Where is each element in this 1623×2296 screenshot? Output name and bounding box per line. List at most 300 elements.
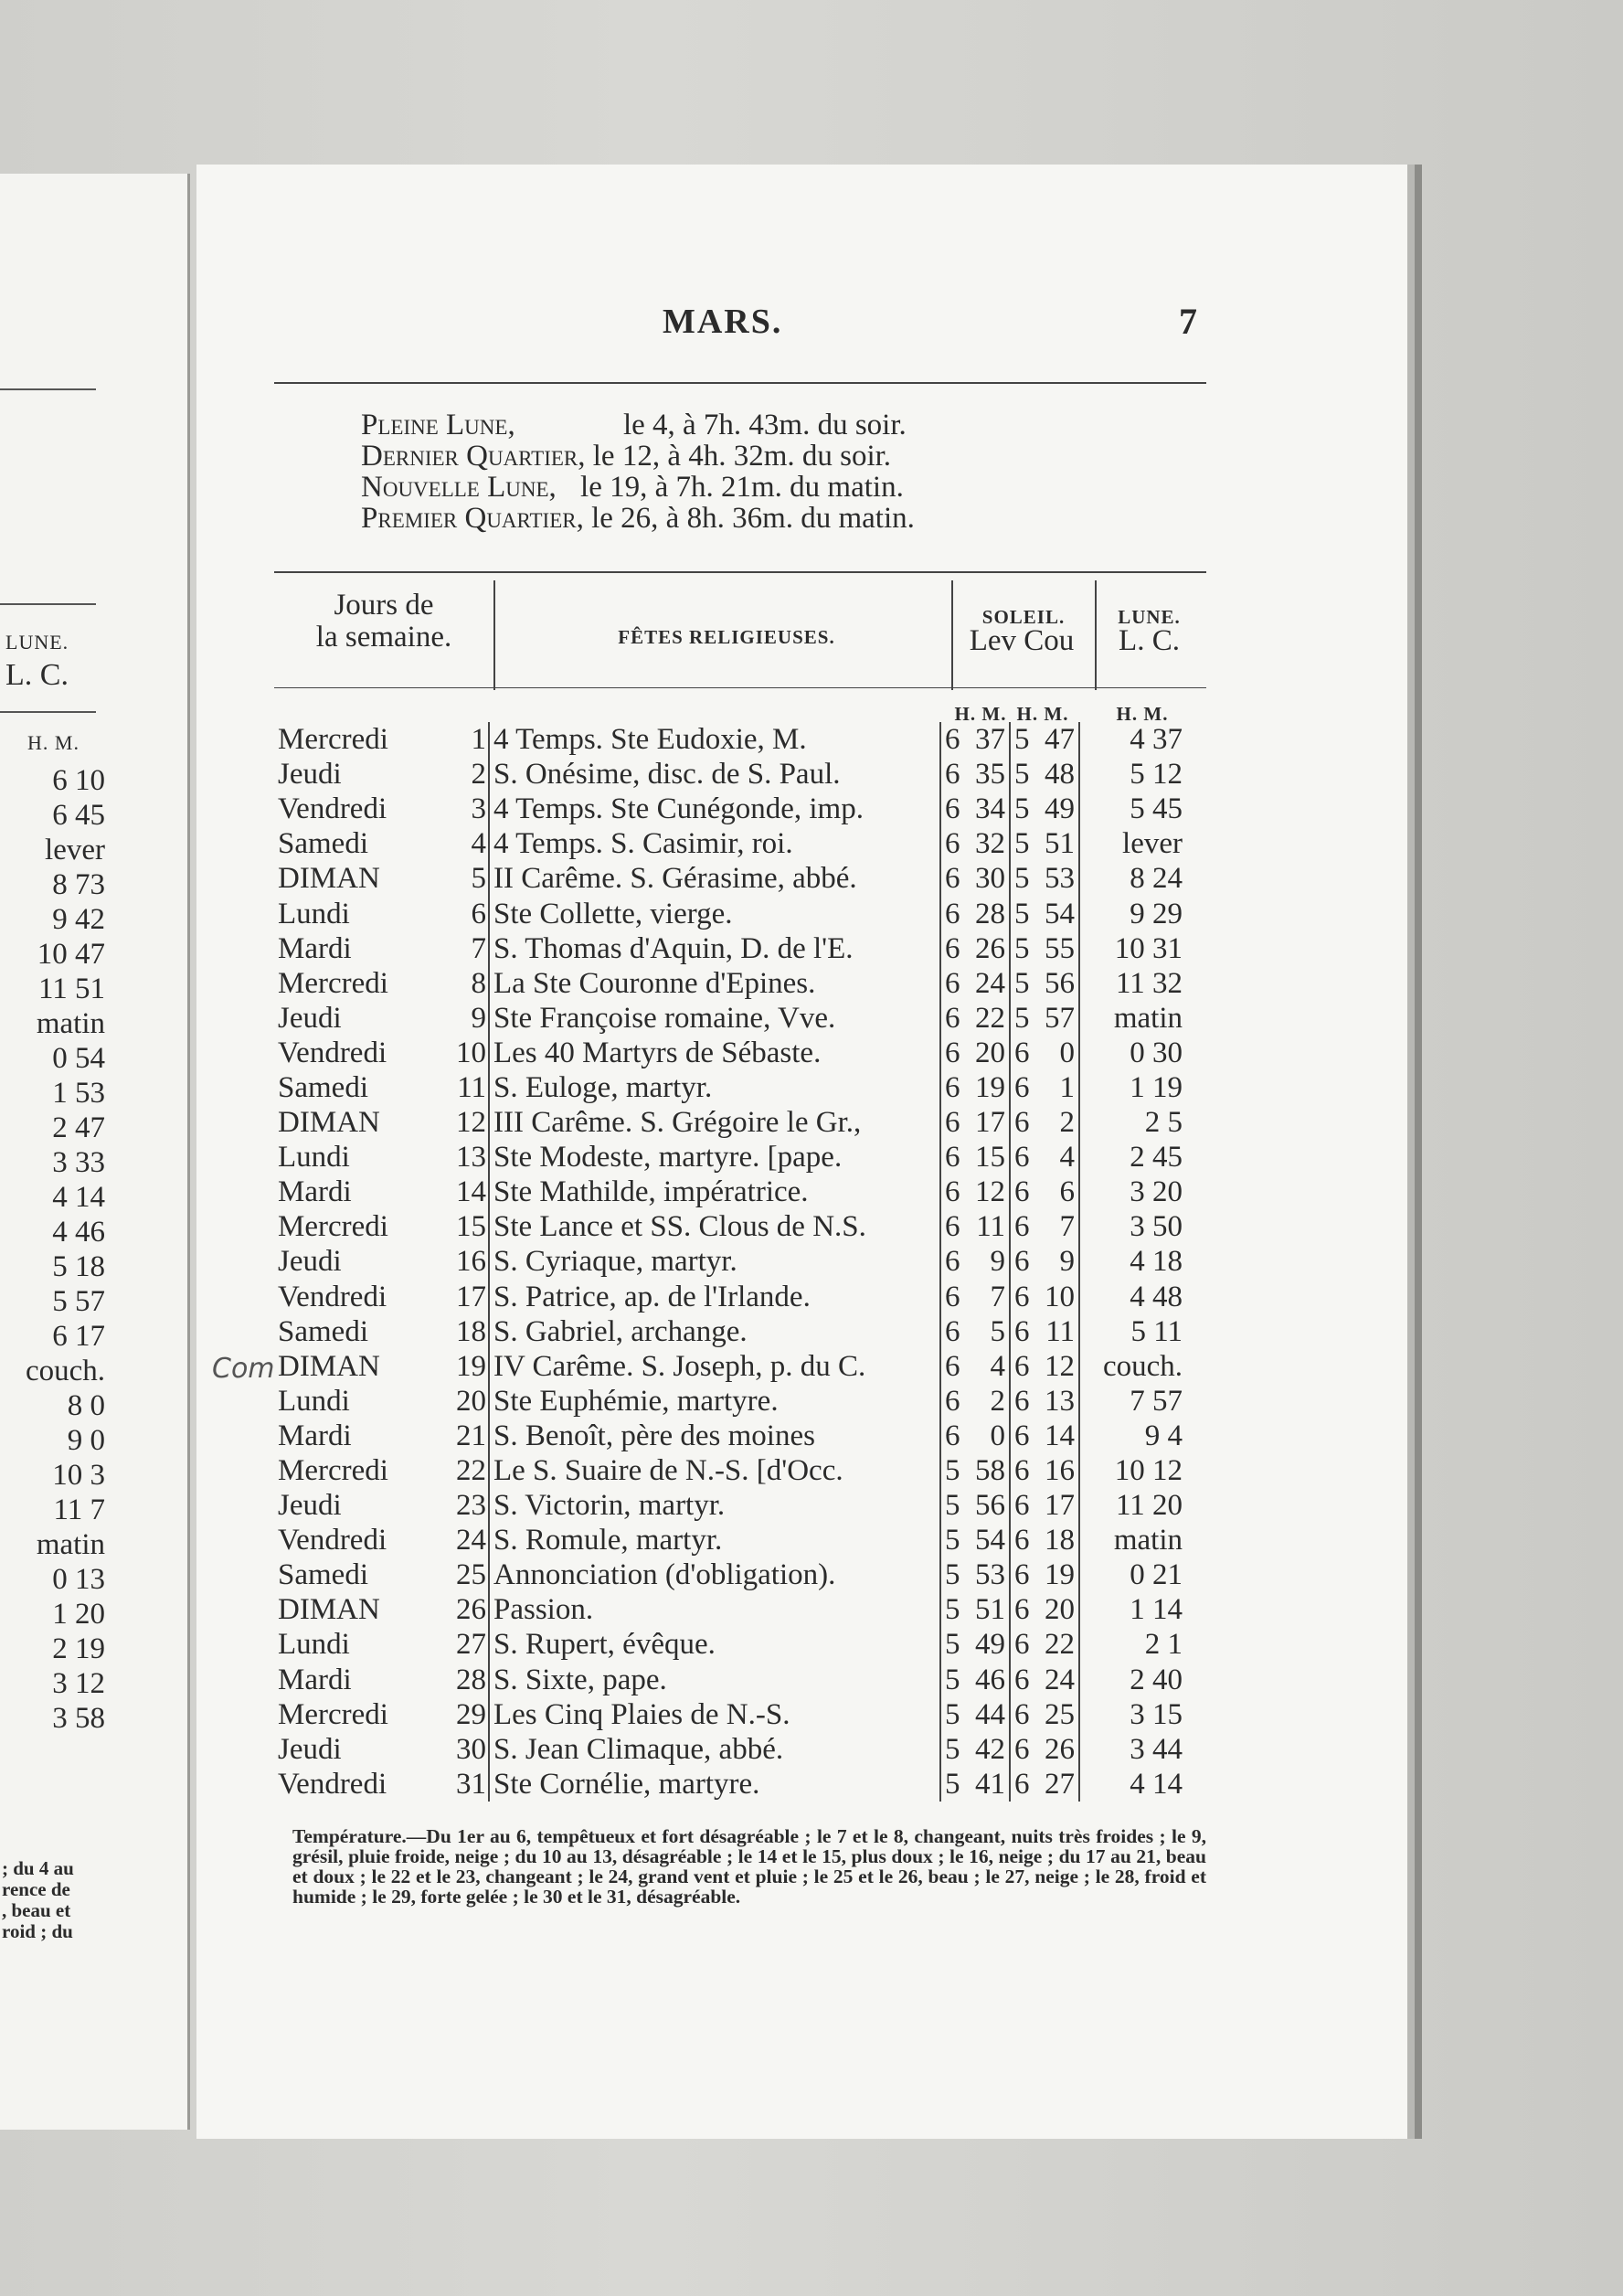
- sunset-minute: 26: [1045, 1732, 1075, 1766]
- sunrise-minute: 44: [975, 1697, 1005, 1731]
- calendar-row: [274, 1627, 1184, 1662]
- day-name: Jeudi: [278, 1489, 342, 1523]
- sunrise-hour: 5: [940, 1663, 969, 1697]
- moon-time: 4 14: [1079, 1767, 1184, 1802]
- moon-time: 9 4: [1079, 1419, 1184, 1453]
- sunset-hour: 6: [1010, 1175, 1038, 1209]
- moon-time: matin: [1079, 1523, 1184, 1557]
- calendar-row: [274, 1001, 1184, 1036]
- feast-name: S. Benoît, père des moines: [489, 1419, 940, 1453]
- sunset-hour: 6: [1010, 1036, 1038, 1070]
- moon-time: 11 51: [37, 973, 105, 1005]
- day-name: Mardi: [278, 1175, 352, 1209]
- moon-time: 5 45: [1079, 792, 1184, 826]
- phases-rule: [274, 571, 1206, 573]
- moon-time: 3 44: [1079, 1732, 1184, 1767]
- day-name: Samedi: [278, 827, 368, 861]
- moon-time: 10 31: [1079, 931, 1184, 966]
- sunrise-hour: 5: [940, 1627, 969, 1662]
- phase-text: le 12, à 4h. 32m. du soir.: [592, 440, 892, 473]
- sunset-hour: 6: [1010, 1140, 1038, 1175]
- sunrise-hour: 6: [940, 931, 969, 966]
- sunrise-minute: 49: [975, 1628, 1005, 1662]
- day-name: Jeudi: [278, 1001, 342, 1035]
- moon-time: 10 12: [1079, 1453, 1184, 1488]
- moon-time: 4 48: [1079, 1280, 1184, 1314]
- moon-time: 3 50: [1079, 1209, 1184, 1244]
- sunset-hour: 5: [1010, 966, 1038, 1001]
- day-name: DIMAN: [278, 862, 380, 896]
- sunrise-minute: 24: [975, 966, 1005, 1000]
- moon-header: LUNE.: [1118, 606, 1181, 628]
- phase-line: [361, 441, 891, 472]
- day-number: 17: [456, 1280, 486, 1313]
- sunrise-minute: 30: [975, 862, 1005, 896]
- sunset-minute: 18: [1045, 1524, 1075, 1557]
- day-number: 5: [471, 862, 486, 896]
- sunrise-hour: 6: [940, 1105, 969, 1140]
- feast-name: S. Onésime, disc. de S. Paul.: [489, 757, 940, 792]
- almanac-page: [196, 165, 1407, 2139]
- day-number: 20: [456, 1384, 486, 1418]
- feast-name: S. Romule, martyr.: [489, 1523, 940, 1557]
- calendar-row: [274, 757, 1184, 792]
- feast-name: II Carême. S. Gérasime, abbé.: [489, 861, 940, 896]
- sunset-hour: 5: [1010, 792, 1038, 826]
- calendar-row: [274, 1244, 1184, 1279]
- sunset-minute: 57: [1045, 1001, 1075, 1035]
- moon-time: 5 12: [1079, 757, 1184, 792]
- moon-time: 7 57: [1079, 1384, 1184, 1419]
- day-number: 19: [456, 1349, 486, 1383]
- day-number: 13: [456, 1141, 486, 1175]
- moon-time: 3 33: [52, 1146, 105, 1179]
- sunset-hour: 6: [1010, 1557, 1038, 1592]
- moon-time: 11 7: [53, 1493, 105, 1526]
- feast-name: S. Rupert, évêque.: [489, 1627, 940, 1662]
- sunset-minute: 1: [1059, 1070, 1075, 1104]
- calendar-row: [274, 1349, 1184, 1384]
- sunset-minute: 19: [1045, 1558, 1075, 1592]
- moon-time: 2 40: [1079, 1663, 1184, 1697]
- moon-time: 4 14: [52, 1181, 105, 1214]
- moon-time: matin: [36, 1528, 105, 1561]
- day-number: 18: [456, 1314, 486, 1348]
- hm-label: H. M.: [1116, 703, 1169, 725]
- calendar-row: [274, 896, 1184, 930]
- moon-time: 2 19: [52, 1632, 105, 1665]
- day-number: 25: [456, 1558, 486, 1592]
- feast-name: S. Euloge, martyr.: [489, 1070, 940, 1105]
- sunrise-minute: 37: [975, 723, 1005, 757]
- feast-name: 4 Temps. S. Casimir, roi.: [489, 826, 940, 861]
- day-number: 15: [456, 1210, 486, 1244]
- moon-time: 6 10: [52, 764, 105, 797]
- day-number: 11: [457, 1070, 486, 1104]
- moon-time: 3 20: [1079, 1175, 1184, 1209]
- sunset-hour: 6: [1010, 1384, 1038, 1419]
- moon-time: 3 12: [52, 1667, 105, 1700]
- sunset-hour: 6: [1010, 1314, 1038, 1349]
- sunrise-hour: 5: [940, 1732, 969, 1767]
- calendar-row: [274, 722, 1184, 757]
- sunset-hour: 6: [1010, 1419, 1038, 1453]
- sunset-hour: 6: [1010, 1488, 1038, 1523]
- phase-name: Dernier Quartier,: [361, 440, 586, 473]
- moon-time: 4 46: [52, 1216, 105, 1249]
- moon-time: 1 14: [1079, 1592, 1184, 1627]
- sunrise-minute: 22: [975, 1001, 1005, 1035]
- calendar-row: [274, 1036, 1184, 1070]
- feast-name: S. Cyriaque, martyr.: [489, 1244, 940, 1279]
- days-header-line1: Jours de: [334, 589, 434, 622]
- moon-time: matin: [36, 1007, 105, 1040]
- sunset-minute: 0: [1059, 1036, 1075, 1069]
- phase-name: Nouvelle Lune,: [361, 471, 557, 504]
- feast-name: 4 Temps. Ste Eudoxie, M.: [489, 722, 940, 757]
- moon-time: 0 54: [52, 1042, 105, 1075]
- sunrise-minute: 12: [975, 1175, 1005, 1209]
- day-number: 21: [456, 1419, 486, 1452]
- moon-time: matin: [1079, 1001, 1184, 1036]
- feast-name: Ste Cornélie, martyre.: [489, 1767, 940, 1802]
- feast-name: Ste Modeste, martyre. [pape.: [489, 1140, 940, 1175]
- sunrise-hour: 6: [940, 1244, 969, 1279]
- sunrise-minute: 53: [975, 1558, 1005, 1592]
- header-rule: [274, 687, 1206, 688]
- calendar-row: [274, 1175, 1184, 1209]
- calendar-row: [274, 966, 1184, 1001]
- day-number: 2: [471, 758, 486, 792]
- day-name: Mercredi: [278, 1697, 388, 1731]
- day-name: Lundi: [278, 897, 350, 930]
- month-title: MARS.: [663, 303, 783, 341]
- sunrise-minute: 46: [975, 1663, 1005, 1696]
- hm-label: H. M.: [27, 731, 80, 754]
- phase-text: le 19, à 7h. 21m. du matin.: [580, 471, 904, 504]
- day-name: Vendredi: [278, 1767, 387, 1801]
- moon-time: 2 45: [1079, 1140, 1184, 1175]
- sun-header: SOLEIL.: [981, 606, 1066, 628]
- sunrise-hour: 6: [940, 966, 969, 1001]
- sunset-hour: 5: [1010, 861, 1038, 896]
- day-name: Samedi: [278, 1070, 368, 1104]
- feast-name: IV Carême. S. Joseph, p. du C.: [489, 1349, 940, 1384]
- sunrise-hour: 6: [940, 896, 969, 930]
- sunrise-hour: 5: [940, 1523, 969, 1557]
- feast-name: Ste Collette, vierge.: [489, 896, 940, 930]
- column-divider: [951, 580, 953, 690]
- moon-time: 1 53: [52, 1077, 105, 1110]
- sunrise-minute: 35: [975, 758, 1005, 792]
- sunset-hour: 6: [1010, 1592, 1038, 1627]
- column-divider: [493, 580, 495, 690]
- sunrise-minute: 56: [975, 1489, 1005, 1523]
- moon-time: 4 18: [1079, 1244, 1184, 1279]
- day-name: Vendredi: [278, 1280, 387, 1313]
- phase-line: [361, 503, 915, 534]
- sunrise-hour: 5: [940, 1453, 969, 1488]
- day-name: Vendredi: [278, 1036, 387, 1069]
- calendar-row: [274, 1105, 1184, 1140]
- sunrise-hour: 6: [940, 1036, 969, 1070]
- day-number: 23: [456, 1489, 486, 1523]
- feast-name: Les Cinq Plaies de N.-S.: [489, 1697, 940, 1732]
- sunrise-minute: 15: [975, 1141, 1005, 1175]
- sunset-minute: 10: [1045, 1280, 1075, 1313]
- day-name: Samedi: [278, 1558, 368, 1592]
- sunset-minute: 7: [1059, 1210, 1075, 1244]
- feast-name: S. Victorin, martyr.: [489, 1488, 940, 1523]
- sunset-minute: 6: [1059, 1175, 1075, 1209]
- sunrise-hour: 6: [940, 861, 969, 896]
- sunset-minute: 54: [1045, 897, 1075, 930]
- sunset-hour: 5: [1010, 757, 1038, 792]
- sunset-hour: 6: [1010, 1349, 1038, 1384]
- calendar-row: [274, 1767, 1184, 1802]
- day-number: 6: [471, 897, 486, 930]
- calendar-row: [274, 1314, 1184, 1349]
- calendar-row: [274, 1453, 1184, 1488]
- sunset-minute: 2: [1059, 1106, 1075, 1140]
- sunset-minute: 17: [1045, 1489, 1075, 1523]
- sunrise-minute: 5: [990, 1314, 1005, 1348]
- sunrise-minute: 17: [975, 1106, 1005, 1140]
- day-number: 9: [471, 1001, 486, 1035]
- sunset-hour: 5: [1010, 931, 1038, 966]
- day-name: Jeudi: [278, 1732, 342, 1766]
- sunset-minute: 56: [1045, 966, 1075, 1000]
- sunrise-minute: 7: [990, 1280, 1005, 1313]
- temperature-note: Température.—Du 1er au 6, tempêtueux et fort désagréable ; le 7 et le 8, changeant, nuits très froides ; le 9, grésil, pluie froide, neige ; du 10 au 13, désagréable ; le 14 et le 15, plus doux ; le 16, neige ; du 17 au 21, beau et doux ; le 22 et le 23, changeant ; le 24, grand vent et pluie ; le 25 et le 26, beau ; le 27, neige ; le 28, froid et humide ; le 29, forte gelée ; le 30 et le 31, désagréable.: [292, 1825, 1206, 1908]
- calendar-row: [274, 1419, 1184, 1453]
- sunrise-minute: 11: [976, 1210, 1005, 1244]
- feast-name: S. Patrice, ap. de l'Irlande.: [489, 1280, 940, 1314]
- moon-time: 5 57: [52, 1285, 105, 1318]
- days-header-line2: la semaine.: [315, 621, 452, 654]
- sunset-minute: 4: [1059, 1141, 1075, 1175]
- days-header: [274, 590, 493, 654]
- hm-label: H. M.: [954, 703, 1007, 725]
- pencil-annotation: Com: [212, 1353, 275, 1385]
- feast-name: 4 Temps. Ste Cunégonde, imp.: [489, 792, 940, 826]
- day-name: Samedi: [278, 1314, 368, 1348]
- previous-page-fragment: [0, 174, 190, 2130]
- title-rule: [274, 382, 1206, 384]
- feast-name: S. Jean Climaque, abbé.: [489, 1732, 940, 1767]
- day-name: Mercredi: [278, 1210, 388, 1244]
- phase-line: [361, 409, 907, 441]
- moon-time: couch.: [1079, 1349, 1184, 1384]
- moon-time: 1 19: [1079, 1070, 1184, 1105]
- day-number: 24: [456, 1524, 486, 1557]
- sunrise-hour: 5: [940, 1697, 969, 1732]
- calendar-row: [274, 1663, 1184, 1697]
- feast-name: III Carême. S. Grégoire le Gr.,: [489, 1105, 940, 1140]
- sunset-hour: 6: [1010, 1523, 1038, 1557]
- feast-name: Ste Euphémie, martyre.: [489, 1384, 940, 1419]
- sunset-minute: 51: [1045, 827, 1075, 861]
- day-number: 8: [471, 966, 486, 1000]
- moon-time: 2 47: [52, 1111, 105, 1144]
- column-divider: [1095, 580, 1097, 690]
- sunrise-minute: 9: [990, 1245, 1005, 1279]
- sunset-hour: 6: [1010, 1697, 1038, 1732]
- sunset-hour: 6: [1010, 1663, 1038, 1697]
- sunset-minute: 55: [1045, 931, 1075, 965]
- sunset-minute: 48: [1045, 758, 1075, 792]
- sunrise-minute: 34: [975, 792, 1005, 826]
- phase-text: le 26, à 8h. 36m. du matin.: [591, 502, 915, 535]
- day-name: Mercredi: [278, 723, 388, 757]
- sunset-minute: 22: [1045, 1628, 1075, 1662]
- hm-label: H. M.: [1016, 703, 1069, 725]
- calendar-row: [274, 1070, 1184, 1105]
- moon-time: 2 1: [1079, 1627, 1184, 1662]
- moon-time: 3 15: [1079, 1697, 1184, 1732]
- sunset-hour: 5: [1010, 1001, 1038, 1036]
- sunrise-minute: 19: [975, 1070, 1005, 1104]
- temperature-note-fragment: ; du 4 au rence de , beau et roid ; du: [2, 1857, 74, 1942]
- moon-time: 8 73: [52, 868, 105, 901]
- calendar-row: [274, 826, 1184, 861]
- sunrise-minute: 42: [975, 1732, 1005, 1766]
- sunrise-hour: 6: [940, 826, 969, 861]
- sunset-minute: 47: [1045, 723, 1075, 757]
- day-name: Mardi: [278, 1419, 352, 1452]
- moon-subheader: L. C.: [5, 658, 69, 692]
- page-number: 7: [1179, 301, 1197, 342]
- sunset-hour: 6: [1010, 1767, 1038, 1802]
- day-number: 26: [456, 1593, 486, 1627]
- day-number: 31: [456, 1767, 486, 1801]
- day-name: Mercredi: [278, 966, 388, 1000]
- phase-line: [361, 472, 904, 503]
- sunset-hour: 6: [1010, 1070, 1038, 1105]
- sunset-minute: 27: [1045, 1767, 1075, 1801]
- feast-name: S. Thomas d'Aquin, D. de l'E.: [489, 931, 940, 966]
- day-number: 3: [471, 792, 486, 826]
- day-number: 7: [471, 931, 486, 965]
- sunset-minute: 16: [1045, 1454, 1075, 1488]
- sunrise-hour: 6: [940, 757, 969, 792]
- phase-text: le 4, à 7h. 43m. du soir.: [622, 409, 907, 441]
- calendar-row: [274, 1140, 1184, 1175]
- sun-subheader: Lev Cou: [969, 624, 1075, 657]
- sunset-hour: 6: [1010, 1105, 1038, 1140]
- moon-time: 9 42: [52, 903, 105, 936]
- calendar-row: [274, 861, 1184, 896]
- feast-name: La Ste Couronne d'Epines.: [489, 966, 940, 1001]
- sunrise-minute: 51: [975, 1593, 1005, 1627]
- header-rule: [0, 603, 96, 605]
- sunset-hour: 6: [1010, 1280, 1038, 1314]
- sunrise-minute: 0: [990, 1419, 1005, 1452]
- moon-time: 1 20: [52, 1598, 105, 1631]
- day-number: 29: [456, 1697, 486, 1731]
- day-name: Mardi: [278, 931, 352, 965]
- sunrise-hour: 5: [940, 1592, 969, 1627]
- sunrise-minute: 2: [990, 1384, 1005, 1418]
- sunset-minute: 12: [1045, 1349, 1075, 1383]
- sunset-hour: 6: [1010, 1244, 1038, 1279]
- feast-name: Annonciation (d'obligation).: [489, 1557, 940, 1592]
- sunrise-hour: 6: [940, 1314, 969, 1349]
- day-number: 10: [456, 1036, 486, 1069]
- feast-name: Les 40 Martyrs de Sébaste.: [489, 1036, 940, 1070]
- feasts-header: FÊTES RELIGIEUSES.: [618, 626, 835, 648]
- moon-subheader: L. C.: [1119, 624, 1180, 657]
- moon-time: lever: [1079, 826, 1184, 861]
- day-name: DIMAN: [278, 1106, 380, 1140]
- sunrise-hour: 6: [940, 722, 969, 757]
- sunrise-hour: 5: [940, 1488, 969, 1523]
- sunset-hour: 6: [1010, 1627, 1038, 1662]
- day-number: 22: [456, 1454, 486, 1488]
- calendar-row: [274, 1697, 1184, 1732]
- day-name: Lundi: [278, 1384, 350, 1418]
- moon-time: 0 30: [1079, 1036, 1184, 1070]
- calendar-row: [274, 1523, 1184, 1557]
- day-number: 16: [456, 1245, 486, 1279]
- moon-time: 2 5: [1079, 1105, 1184, 1140]
- sunrise-minute: 58: [975, 1454, 1005, 1488]
- sunrise-hour: 6: [940, 1419, 969, 1453]
- sunrise-hour: 6: [940, 1001, 969, 1036]
- sunrise-minute: 4: [990, 1349, 1005, 1383]
- sunrise-hour: 6: [940, 792, 969, 826]
- sunrise-minute: 54: [975, 1524, 1005, 1557]
- calendar-row: [274, 931, 1184, 966]
- sunrise-hour: 5: [940, 1557, 969, 1592]
- sunset-hour: 5: [1010, 722, 1038, 757]
- feast-name: S. Gabriel, archange.: [489, 1314, 940, 1349]
- sunrise-hour: 6: [940, 1209, 969, 1244]
- feast-name: Ste Mathilde, impératrice.: [489, 1175, 940, 1209]
- moon-time: couch.: [25, 1355, 105, 1387]
- calendar-row: [274, 1280, 1184, 1314]
- subheader-rule: [0, 711, 96, 713]
- day-name: DIMAN: [278, 1349, 380, 1383]
- day-number: 4: [471, 827, 486, 861]
- sunrise-hour: 5: [940, 1767, 969, 1802]
- day-number: 27: [456, 1628, 486, 1662]
- moon-time: 11 20: [1079, 1488, 1184, 1523]
- sunset-hour: 5: [1010, 896, 1038, 930]
- calendar-row: [274, 1592, 1184, 1627]
- sunrise-hour: 6: [940, 1070, 969, 1105]
- sunrise-hour: 6: [940, 1140, 969, 1175]
- moon-time: 6 17: [52, 1320, 105, 1353]
- day-name: Jeudi: [278, 1245, 342, 1279]
- sunrise-minute: 32: [975, 827, 1005, 861]
- sunrise-minute: 41: [975, 1767, 1005, 1801]
- sunset-minute: 9: [1059, 1245, 1075, 1279]
- calendar-row: [274, 1209, 1184, 1244]
- moon-header: LUNE.: [5, 631, 69, 654]
- sunrise-hour: 6: [940, 1349, 969, 1384]
- top-rule: [0, 388, 96, 390]
- sunrise-hour: 6: [940, 1384, 969, 1419]
- day-number: 28: [456, 1663, 486, 1696]
- moon-time: lever: [45, 834, 105, 866]
- day-number: 1: [471, 723, 486, 757]
- moon-time: 4 37: [1079, 722, 1184, 757]
- calendar-table: [274, 722, 1184, 1802]
- day-name: Vendredi: [278, 792, 387, 826]
- moon-time: 9 29: [1079, 896, 1184, 930]
- feast-name: Passion.: [489, 1592, 940, 1627]
